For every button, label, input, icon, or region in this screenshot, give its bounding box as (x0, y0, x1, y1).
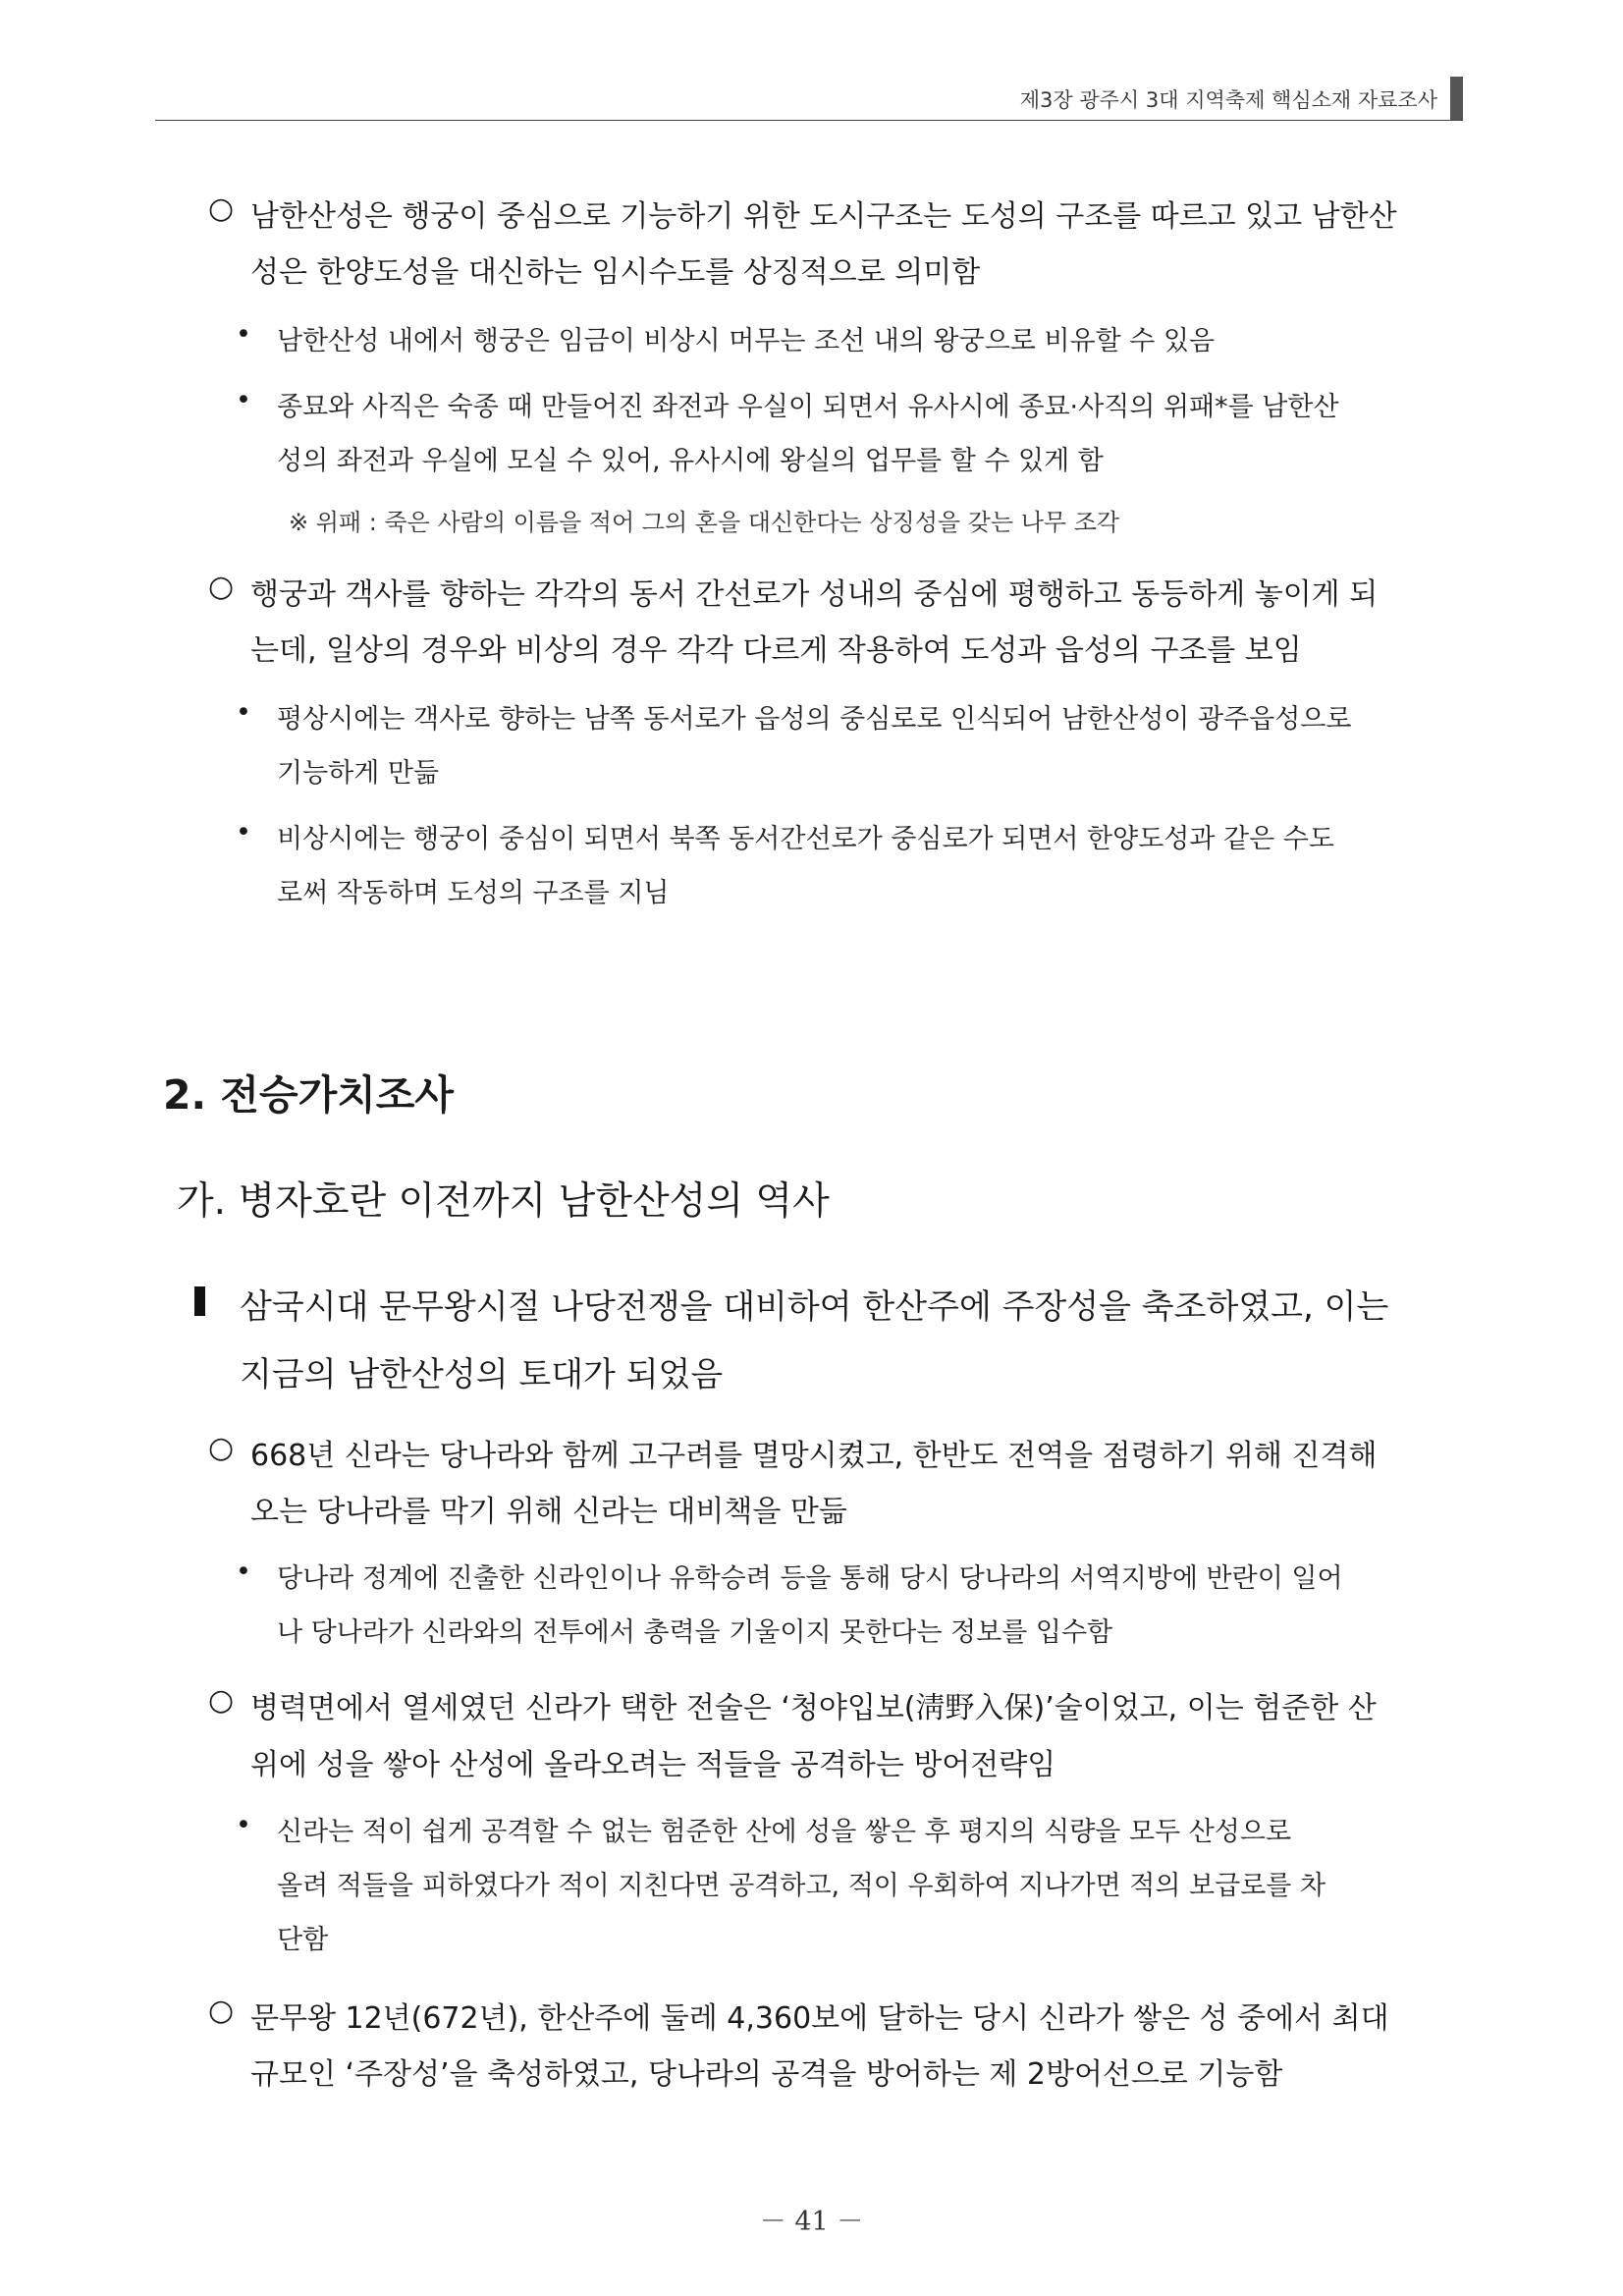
bullet-line: 신라는 적이 쉽게 공격할 수 없는 험준한 산에 성을 쌓은 후 평지의 식량을 모두 산성으로 (277, 1817, 1292, 1847)
bullet-line: 남한산성 내에서 행궁은 임금이 비상시 머무는 조선 내의 왕궁으로 비유할 수 있음 (277, 326, 1216, 356)
paragraph-line: 행궁과 객사를 향하는 각각의 동서 간선로가 성내의 중심에 평행하고 동등하게 놓이게 되 (250, 577, 1379, 612)
bullet-line: 당나라 정계에 진출한 신라인이나 유학승려 등을 통해 당시 당나라의 서역지방에 반란이 일어 (277, 1563, 1343, 1594)
summary-line: 삼국시대 문무왕시절 나당전쟁을 대비하여 한산주에 주장성을 축조하였고, 이는 (240, 1287, 1389, 1327)
paragraph-line: 문무왕 12년(672년), 한산주에 둘레 4,360보에 달하는 당시 신라가 쌓은 성 중에서 최대 (250, 2001, 1389, 2036)
page-number: － 41 － (759, 2207, 864, 2237)
section-title: 2. 전승가치조사 (163, 1071, 455, 1119)
bullet-line: 종묘와 사직은 숙종 때 만들어진 좌전과 우실이 되면서 유사시에 종묘·사직의 위패*를 남한산 (277, 392, 1339, 422)
subsection-title: 가. 병자호란 이전까지 남한산성의 역사 (177, 1179, 830, 1224)
header-title: 제3장 광주시 3대 지역축제 핵심소재 자료조사 (1019, 88, 1437, 112)
bullet-line: 평상시에는 객사로 향하는 남쪽 동서로가 읍성의 중심로로 인식되어 남한산성이 광주읍성으로 (277, 704, 1352, 735)
bullet-line: 나 당나라가 신라와의 전투에서 총력을 기울이지 못한다는 정보를 입수함 (277, 1617, 1113, 1648)
bullet-line: 단함 (277, 1925, 329, 1955)
paragraph-line: 병력면에서 열세였던 신라가 택한 전술은 ‘청야입보(淸野入保)’술이었고, 이는 험준한 산 (250, 1691, 1377, 1725)
paragraph-line: 규모인 ‘주장성’을 축성하였고, 당나라의 공격을 방어하는 제 2방어선으로 기능함 (250, 2057, 1283, 2092)
bullet-line: 비상시에는 행궁이 중심이 되면서 북쪽 동서간선로가 중심로가 되면서 한양도성과 같은 수도 (277, 824, 1334, 854)
bullet-line: 로써 작동하며 도성의 구조를 지님 (277, 878, 670, 908)
paragraph-line: 남한산성은 행궁이 중심으로 기능하기 위한 도시구조는 도성의 구조를 따르고 있고 남한산 (250, 199, 1397, 234)
bullet-marker: • (236, 817, 251, 847)
circle-marker: ○ (208, 191, 235, 226)
header-bar (1450, 77, 1463, 120)
bullet-line: 기능하게 만듦 (277, 758, 440, 789)
circle-marker: ○ (208, 1994, 235, 2028)
paragraph-line: 성은 한양도성을 대신하는 임시수도를 상징적으로 의미함 (250, 255, 981, 290)
footnote: ※ 위패 : 죽은 사람의 이름을 적어 그의 혼을 대신한다는 상징성을 갖는 나무 조각 (289, 509, 1120, 536)
paragraph-line: 는데, 일상의 경우와 비상의 경우 각각 다르게 작용하여 도성과 읍성의 구조를 보임 (250, 633, 1302, 668)
summary-line: 지금의 남한산성의 토대가 되었음 (240, 1355, 724, 1394)
paragraph-line: 668년 신라는 당나라와 함께 고구려를 멸망시켰고, 한반도 전역을 점령하기 위해 진격해 (250, 1439, 1378, 1473)
bullet-marker: • (236, 385, 251, 415)
running-header (155, 69, 1463, 121)
bullet-marker: • (236, 697, 251, 728)
bullet-marker: • (236, 1557, 251, 1587)
paragraph-line: 오는 당나라를 막기 위해 신라는 대비책을 만듦 (250, 1495, 847, 1529)
bullet-line: 성의 좌전과 우실에 모실 수 있어, 유사시에 왕실의 업무를 할 수 있게 함 (277, 446, 1104, 476)
bullet-marker: • (236, 319, 251, 350)
circle-marker: ○ (208, 1431, 235, 1465)
square-marker (194, 1286, 205, 1316)
paragraph-line: 위에 성을 쌓아 산성에 올라오려는 적들을 공격하는 방어전략임 (250, 1748, 1056, 1782)
circle-marker: ○ (208, 1683, 235, 1718)
circle-marker: ○ (208, 570, 235, 604)
bullet-marker: • (236, 1810, 251, 1840)
bullet-line: 올려 적들을 피하였다가 적이 지친다면 공격하고, 적이 우회하여 지나가면 적의 보급로를 차 (277, 1871, 1326, 1901)
